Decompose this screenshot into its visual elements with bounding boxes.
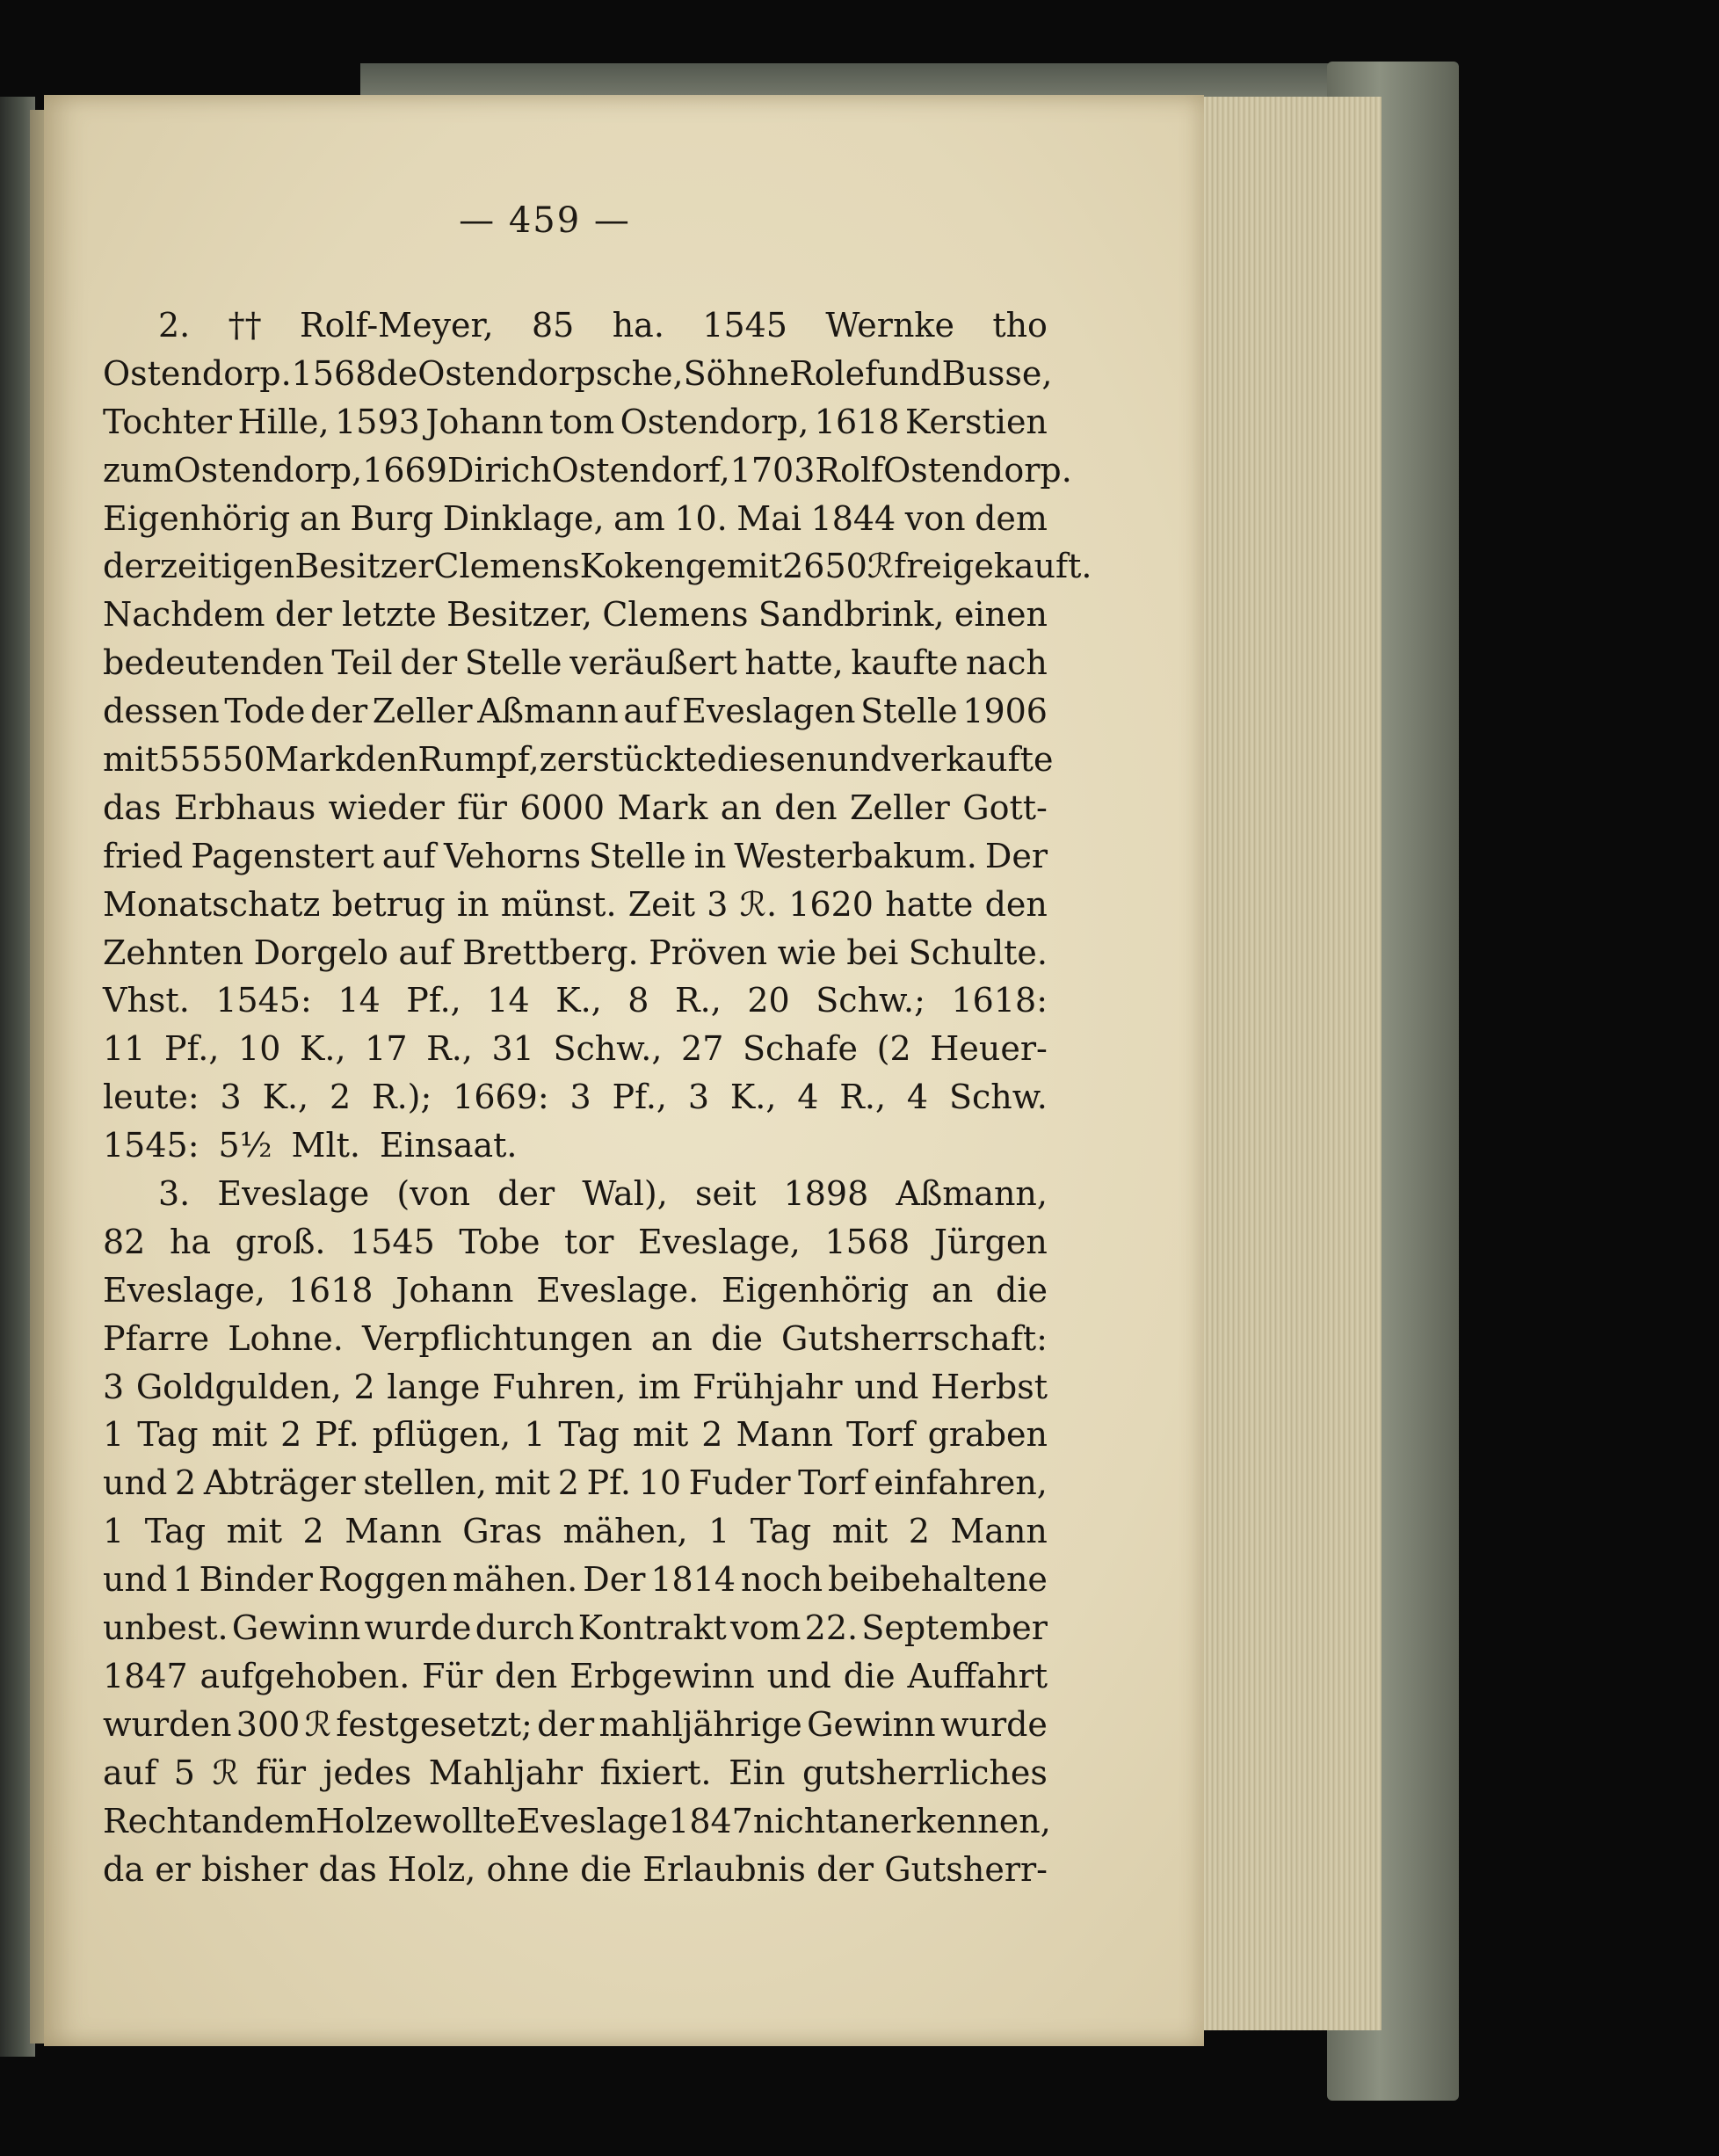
text-line: 3 Goldgulden, 2 lange Fuhren, im Frühjahr und Herbst (103, 1367, 1048, 1406)
text-line: da er bisher das Holz, ohne die Erlaubnis der Gutsherr- (103, 1849, 1048, 1889)
text-line: zum Ostendorp, 1669 Dirich Ostendorf, 1703 Rolf Ostendorp. (103, 450, 1072, 490)
text-line: Monatschatz betrug in münst. Zeit 3 ℛ. 1620 hatte den (103, 884, 1048, 924)
text-line: und 2 Abträger stellen, mit 2 Pf. 10 Fuder Torf einfahren, (103, 1463, 1048, 1503)
text-line: 11 Pf., 10 K., 17 R., 31 Schw., 27 Schafe (2 Heuer- (103, 1029, 1048, 1069)
text-line: wurden 300 ℛ festgesetzt; der mahljährige Gewinn wurde (103, 1704, 1048, 1744)
text-line: 82 ha groß. 1545 Tobe tor Eveslage, 1568 Jürgen (103, 1222, 1048, 1261)
page-edges (1195, 97, 1382, 2030)
text-line: 1 Tag mit 2 Mann Gras mähen, 1 Tag mit 2 Mann (103, 1512, 1048, 1551)
text-line: Eigenhörig an Burg Dinklage, am 10. Mai 1844 von dem (103, 498, 1048, 538)
text-line: Tochter Hille, 1593 Johann tom Ostendorp, 1618 Kerstien (103, 402, 1048, 441)
text-line: mit 55 550 Mark den Rumpf, zerstückte diesen und verkaufte (103, 740, 1054, 780)
text-line: dessen Tode der Zeller Aßmann auf Eveslagen Stelle 1906 (103, 692, 1048, 731)
text-line: Eveslage, 1618 Johann Eveslage. Eigenhörig an die (103, 1270, 1048, 1310)
text-line: Vhst. 1545: 14 Pf., 14 K., 8 R., 20 Schw.; 1618: (103, 981, 1048, 1020)
text-line: fried Pagenstert auf Vehorns Stelle in Westerbakum. Der (103, 836, 1048, 875)
text-block (103, 301, 1092, 1893)
text-line: Ostendorp. 1568 de Ostendorpsche, Söhne Rolef und Busse, (103, 353, 1053, 393)
text-line: 2. †† Rolf-Meyer, 85 ha. 1545 Wernke tho (158, 306, 1048, 345)
text-line: 3. Eveslage (von der Wal), seit 1898 Aßmann, (158, 1174, 1048, 1214)
text-line: unbest. Gewinn wurde durch Kontrakt vom 22. September (103, 1608, 1048, 1648)
text-line: derzeitigen Besitzer Clemens Kokenge mit 2650 ℛ freigekauft. (103, 547, 1092, 586)
text-line: Recht an dem Holze wollte Eveslage 1847 nicht anerkennen, (103, 1801, 1051, 1840)
text-line: 1545: 5½ Mlt. Einsaat. (103, 1126, 518, 1165)
text-line: und 1 Binder Roggen mähen. Der 1814 noch beibehaltene (103, 1560, 1048, 1600)
text-line: bedeutenden Teil der Stelle veräußert hatte, kaufte nach (103, 643, 1048, 683)
text-line: Zehnten Dorgelo auf Brettberg. Pröven wie bei Schulte. (103, 933, 1048, 972)
text-line: auf 5 ℛ für jedes Mahljahr fixiert. Ein gutsherrliches (103, 1753, 1048, 1792)
text-line: Pfarre Lohne. Verpflichtungen an die Gutsherrschaft: (103, 1318, 1048, 1358)
text-line: 1847 aufgehoben. Für den Erbgewinn und die Auffahrt (103, 1656, 1048, 1695)
text-line: leute: 3 K., 2 R.); 1669: 3 Pf., 3 K., 4 R., 4 Schw. (103, 1078, 1048, 1117)
text-line: das Erbhaus wieder für 6000 Mark an den Zeller Gott- (103, 788, 1048, 827)
text-line: Nachdem der letzte Besitzer, Clemens Sandbrink, einen (103, 595, 1048, 635)
text-line: 1 Tag mit 2 Pf. pflügen, 1 Tag mit 2 Mann Torf graben (103, 1415, 1048, 1455)
page-number: — 459 — (459, 200, 631, 241)
